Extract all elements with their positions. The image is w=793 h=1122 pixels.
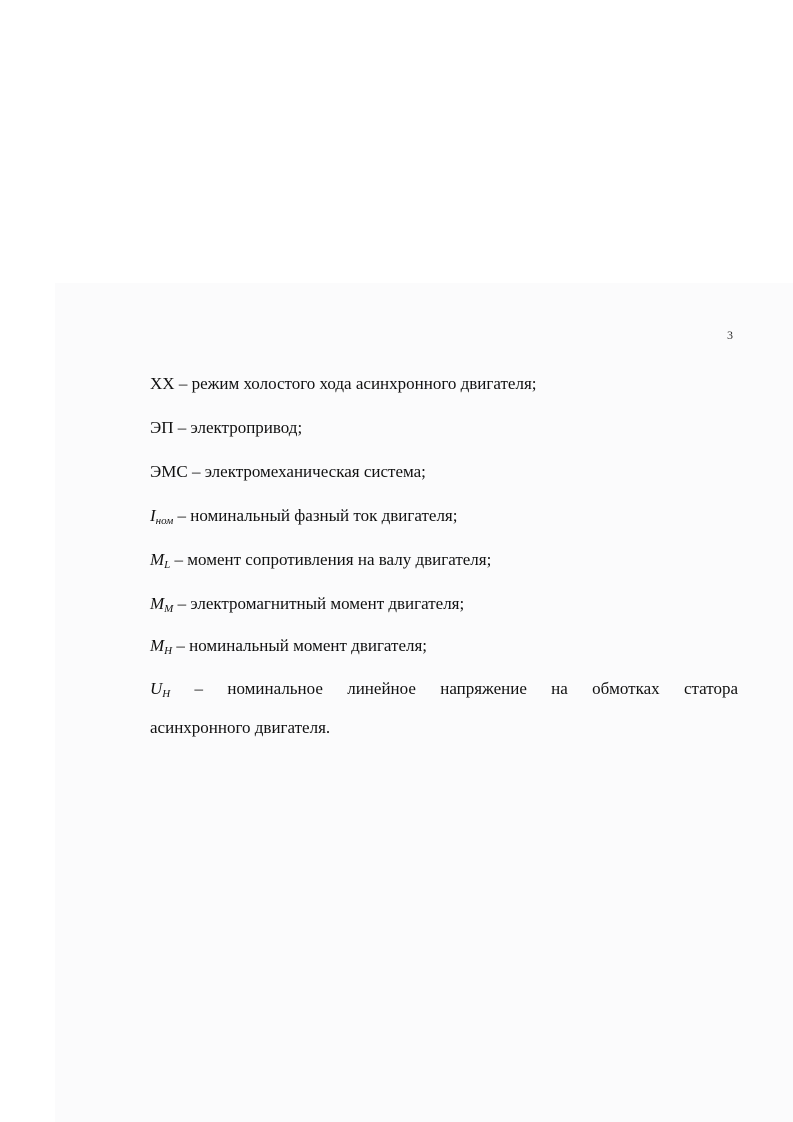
symbol-entry-u-h [150,672,738,745]
definition-line-1 [150,672,738,711]
symbol: $M_H$ [150,636,173,657]
abbreviation-entry-ems [150,462,426,482]
symbol: $M_L$ [150,550,171,571]
definition: номинальное линейное напряжение на обмотках статора [227,679,739,698]
definition: режим холостого хода асинхронного двигателя; [191,374,537,393]
symbol-entry-m-l [150,550,491,575]
definition: номинальный фазный ток двигателя; [190,506,458,525]
symbol-entry-i-nom [150,506,457,531]
dash: – [173,418,191,437]
definition: электромагнитный момент двигателя; [190,594,465,613]
abbreviation: ЭП [150,418,174,437]
dash: – [170,550,188,569]
dash: – [173,506,191,525]
symbol-entry-m-m [150,594,464,619]
definition: момент сопротивления на валу двигателя; [187,550,492,569]
definition: электропривод; [190,418,303,437]
abbreviation-entry-xx [150,374,537,394]
abbreviation: ЭМС [150,462,188,481]
symbol: $I_{ном}$ [150,506,174,527]
abbreviation-entry-ep [150,418,302,438]
dash: – [187,462,205,481]
dash: – [174,374,192,393]
dash: – [173,594,191,613]
symbol: $U_H$ [150,679,171,700]
definition: номинальный момент двигателя; [189,636,428,655]
definition-line-2: асинхронного двигателя. [150,718,331,737]
dash: – [172,636,190,655]
symbol-entry-m-h [150,636,427,661]
dash: – [170,679,228,698]
abbreviation: ХХ [150,374,175,393]
symbol: $M_M$ [150,594,174,615]
page-number: 3 [727,328,733,342]
definition: электромеханическая система; [204,462,426,481]
